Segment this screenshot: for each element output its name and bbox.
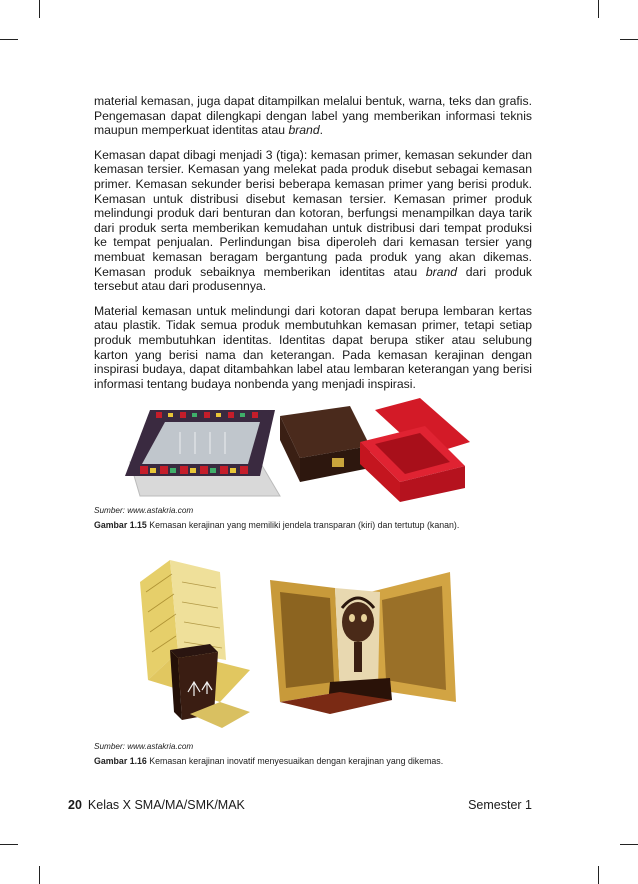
figure2-caption [94,756,443,766]
mask-case-image [270,572,456,714]
figure-craft-boxes [120,392,480,504]
paragraph-1 [94,94,532,138]
italic-term: brand [425,264,458,279]
crop-mark-top-right-v [598,0,599,18]
crop-mark-top-right-h [620,39,638,40]
footer-left [68,798,245,812]
gold-box-image [140,560,250,728]
crop-mark-top-left-h [0,39,18,40]
window-box-image [125,410,280,496]
text-run: Kemasan dapat dibagi menjadi 3 (tiga): kemasan primer, kemasan sekunder dan kemasan tersier. Kemasan yang melekat pada produk disebut sebagai kemasan primer. Kemasan sekunder berisi beberapa kemasan primer yang berisi produk. Kemasan untuk distribusi disebut kemasan tersier. Kemasan primer produk melindungi produk dari benturan dan kotoran, berfungsi menampilkan daya tarik dari produk serta memberikan kemudahan untuk distribusi dari tempat produksi ke tempat penjualan. Perlindungan bisa diperoleh dari kemasan tersier yang membuat kemasan beragam bergantung pada produk yang akan dikemas. Kemasan produk sebaiknya memberikan identitas atau [94,147,532,279]
text-run: material kemasan, juga dapat ditampilkan melalui bentuk, warna, teks dan grafis. Pengemasan dapat dilengkapi dengan label yang memberikan informasi teknis maupun memperkuat identitas atau [94,94,532,138]
figure-innovative-packaging [130,552,460,730]
figure1-caption [94,520,459,530]
figure2-source: Sumber: www.astakria.com [94,742,194,751]
italic-term: brand [288,123,320,138]
paragraph-3 [94,304,532,392]
figure2-caption-text: Kemasan kerajinan inovatif menyesuaikan dengan kerajinan yang dikemas. [146,756,444,766]
figure1-caption-text: Kemasan kerajinan yang memiliki jendela transparan (kiri) dan tertutup (kanan). [146,520,460,530]
text-run: dari produk tersebut atau dari produsennya. [94,264,532,294]
page-footer [68,796,532,814]
paragraph-2 [94,148,532,294]
crop-mark-bottom-right-v [598,866,599,884]
figure1-caption-label: Gambar 1.15 [94,520,147,530]
figure1-source: Sumber: www.astakria.com [94,506,194,515]
crop-mark-bottom-left-v [39,866,40,884]
crop-mark-bottom-left-h [0,844,18,845]
semester-label: Semester 1 [468,798,532,812]
page-number: 20 [68,798,82,812]
book-title: Kelas X SMA/MA/SMK/MAK [87,798,245,812]
figure2-caption-label: Gambar 1.16 [94,756,147,766]
wooden-box-image [280,406,370,482]
text-run: Material kemasan untuk melindungi dari kotoran dapat berupa lembaran kertas atau plastik. Tidak semua produk membutuhkan kemasan primer, tetapi setiap produk membutuhkan identitas. Identitas dapat berupa stiker atau selubung karton yang berisi nama dan keterangan. Pada kemasan kerajinan dengan inspirasi budaya, dapat ditambahkan label atau lembaran keterangan yang berisi informasi tentang budaya nonbenda yang menjadi inspirasi. [94,303,532,391]
crop-mark-top-left-v [39,0,40,18]
body-text [94,94,532,401]
text-run: . [319,123,323,138]
crop-mark-bottom-right-h [620,844,638,845]
red-box-image [360,398,470,502]
